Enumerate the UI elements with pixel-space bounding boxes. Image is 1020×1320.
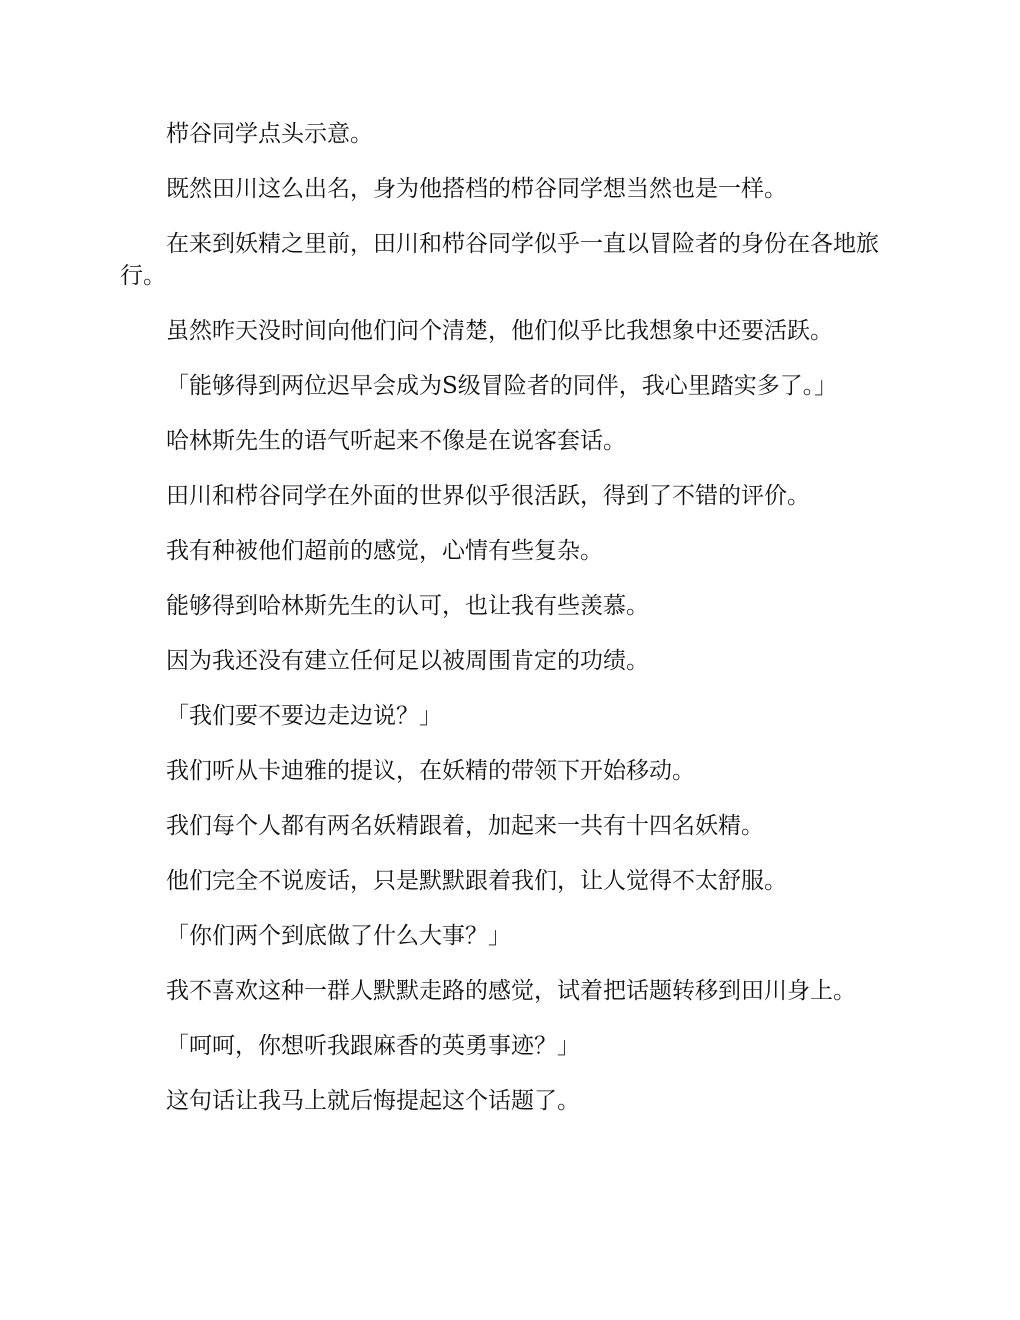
- paragraph: 栉谷同学点头示意。: [166, 121, 373, 147]
- paragraph: 我有种被他们超前的感觉，心情有些复杂。: [166, 538, 603, 564]
- paragraph: 在来到妖精之里前，田川和栉谷同学似乎一直以冒险者的身份在各地旅行。: [120, 231, 879, 289]
- dialogue-paragraph: 「我们要不要边走边说？」: [166, 703, 442, 729]
- paragraph: 虽然昨天没时间向他们问个清楚，他们似乎比我想象中还要活跃。: [166, 318, 833, 344]
- paragraph: 田川和栉谷同学在外面的世界似乎很活跃，得到了不错的评价。: [166, 483, 810, 509]
- dialogue-paragraph: 「能够得到两位迟早会成为S级冒险者的同伴，我心里踏实多了。」: [166, 373, 838, 399]
- paragraph: 因为我还没有建立任何足以被周围肯定的功绩。: [166, 648, 649, 674]
- paragraph: 这句话让我马上就后悔提起这个话题了。: [166, 1088, 580, 1114]
- dialogue-paragraph: 「呵呵，你想听我跟麻香的英勇事迹？」: [166, 1033, 580, 1059]
- paragraph: 哈林斯先生的语气听起来不像是在说客套话。: [166, 428, 626, 454]
- paragraph: 我不喜欢这种一群人默默走路的感觉，试着把话题转移到田川身上。: [166, 978, 856, 1004]
- paragraph: 既然田川这么出名，身为他搭档的栉谷同学想当然也是一样。: [166, 176, 787, 202]
- paragraph: 他们完全不说废话，只是默默跟着我们，让人觉得不太舒服。: [166, 868, 787, 894]
- paragraph: 能够得到哈林斯先生的认可，也让我有些羡慕。: [166, 593, 649, 619]
- paragraph: 我们每个人都有两名妖精跟着，加起来一共有十四名妖精。: [166, 813, 764, 839]
- document-page: [120, 118, 900, 1140]
- paragraph: 我们听从卡迪雅的提议，在妖精的带领下开始移动。: [166, 758, 695, 784]
- dialogue-paragraph: 「你们两个到底做了什么大事？」: [166, 923, 511, 949]
